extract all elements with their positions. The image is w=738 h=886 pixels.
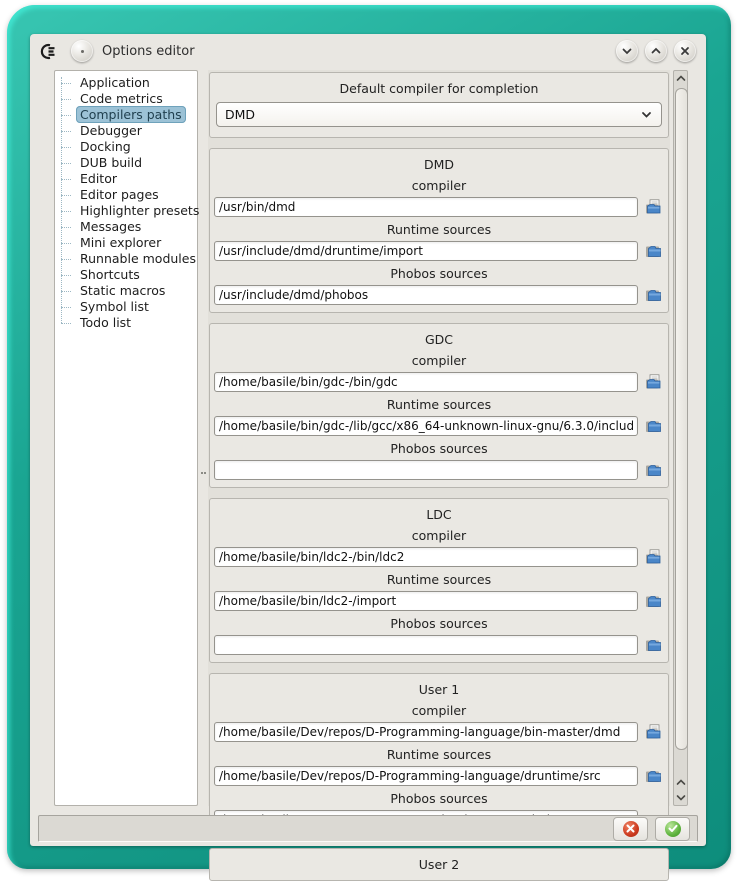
group-title: Default compiler for completion bbox=[339, 81, 539, 96]
group-title: DMD bbox=[423, 157, 455, 172]
open-file-icon bbox=[645, 549, 663, 565]
phobos-sources-row bbox=[214, 284, 664, 306]
folder-icon bbox=[645, 287, 663, 303]
runtime-sources-row bbox=[214, 415, 664, 437]
folder-icon bbox=[645, 768, 663, 784]
compiler-input[interactable] bbox=[214, 372, 638, 392]
sidebar-item-highlighter-presets[interactable] bbox=[55, 203, 200, 219]
close-icon bbox=[679, 45, 691, 57]
cancel-x-icon bbox=[623, 821, 639, 837]
cancel-button[interactable] bbox=[613, 817, 648, 841]
accept-check-icon bbox=[665, 821, 681, 837]
sidebar-item-label: Static macros bbox=[80, 283, 166, 298]
sidebar-item-label: Application bbox=[80, 75, 150, 90]
sidebar-item-symbol-list[interactable] bbox=[55, 299, 197, 315]
sidebar-item-editor[interactable] bbox=[55, 171, 197, 187]
maximize-button[interactable] bbox=[645, 40, 667, 62]
folder-icon bbox=[645, 593, 663, 609]
categories-panel bbox=[54, 70, 198, 806]
sidebar-item-label: Symbol list bbox=[80, 299, 149, 314]
compiler-input[interactable] bbox=[214, 547, 638, 567]
sidebar-item-label: Debugger bbox=[80, 123, 142, 138]
phobos-sources-row bbox=[214, 634, 664, 656]
sidebar-item-shortcuts[interactable] bbox=[55, 267, 197, 283]
phobos-sources-input[interactable] bbox=[214, 460, 638, 480]
sidebar-item-label: Highlighter presets bbox=[80, 203, 200, 218]
accept-button[interactable] bbox=[655, 817, 690, 841]
select-folder-button[interactable] bbox=[645, 637, 664, 654]
compiler-label: compiler bbox=[411, 703, 467, 718]
open-file-icon bbox=[645, 724, 663, 740]
chevron-down-icon bbox=[640, 108, 653, 121]
sidebar-item-application[interactable] bbox=[55, 75, 197, 91]
runtime-sources-row bbox=[214, 240, 664, 262]
sidebar-item-label: Todo list bbox=[80, 315, 132, 330]
sidebar-item-label: Runnable modules bbox=[80, 251, 196, 266]
runtime-sources-row bbox=[214, 590, 664, 612]
select-folder-button[interactable] bbox=[645, 768, 664, 785]
scrollbar-thumb[interactable] bbox=[675, 88, 688, 750]
scroll-down-button[interactable] bbox=[674, 790, 687, 805]
select-folder-button[interactable] bbox=[645, 287, 664, 304]
select-folder-button[interactable] bbox=[645, 462, 664, 479]
sidebar-item-label: Editor pages bbox=[80, 187, 159, 202]
select-file-button[interactable] bbox=[645, 549, 664, 566]
sidebar-item-dub-build[interactable] bbox=[55, 155, 197, 171]
sidebar-item-label: Mini explorer bbox=[80, 235, 162, 250]
menu-dot-icon bbox=[81, 50, 84, 53]
sidebar-item-code-metrics[interactable] bbox=[55, 91, 197, 107]
compiler-label: compiler bbox=[411, 178, 467, 193]
compiler-row bbox=[214, 371, 664, 393]
dialog-footer bbox=[38, 815, 698, 842]
sidebar-item-messages[interactable] bbox=[55, 219, 197, 235]
default-compiler-select[interactable] bbox=[216, 102, 662, 127]
runtime-sources-input[interactable] bbox=[214, 241, 638, 261]
compiler-row bbox=[214, 546, 664, 568]
runtime-sources-input[interactable] bbox=[214, 766, 638, 786]
folder-icon bbox=[645, 243, 663, 259]
chevron-up-icon bbox=[650, 45, 662, 57]
splitter-handle[interactable] bbox=[199, 70, 207, 806]
compiler-input[interactable] bbox=[214, 197, 638, 217]
runtime-sources-row bbox=[214, 765, 664, 787]
runtime-sources-label: Runtime sources bbox=[386, 747, 492, 762]
select-folder-button[interactable] bbox=[645, 243, 664, 260]
sidebar-item-static-macros[interactable] bbox=[55, 283, 197, 299]
select-folder-button[interactable] bbox=[645, 418, 664, 435]
scroll-up-button-bottom[interactable] bbox=[674, 775, 687, 790]
phobos-sources-label: Phobos sources bbox=[390, 266, 488, 281]
options-scrollarea bbox=[208, 70, 670, 872]
sidebar-item-docking[interactable] bbox=[55, 139, 197, 155]
select-folder-button[interactable] bbox=[645, 593, 664, 610]
sidebar-item-label: Code metrics bbox=[80, 91, 163, 106]
options-editor-window bbox=[30, 34, 706, 872]
group-title: User 1 bbox=[418, 682, 460, 697]
close-button[interactable] bbox=[674, 40, 696, 62]
sidebar-item-debugger[interactable] bbox=[55, 123, 197, 139]
phobos-sources-label: Phobos sources bbox=[390, 441, 488, 456]
group-title: User 2 bbox=[418, 857, 460, 872]
phobos-sources-row bbox=[214, 459, 664, 481]
runtime-sources-label: Runtime sources bbox=[386, 222, 492, 237]
sidebar-item-label: Editor bbox=[80, 171, 117, 186]
sidebar-item-todo-list[interactable] bbox=[55, 315, 197, 331]
group-user-2 bbox=[209, 848, 669, 881]
select-file-button[interactable] bbox=[645, 199, 664, 216]
runtime-sources-label: Runtime sources bbox=[386, 572, 492, 587]
sidebar-item-label: Docking bbox=[80, 139, 131, 154]
compiler-input[interactable] bbox=[214, 722, 638, 742]
compiler-groups bbox=[208, 70, 670, 881]
group-gdc bbox=[209, 323, 669, 488]
sidebar-item-label: Shortcuts bbox=[80, 267, 140, 282]
vertical-scrollbar[interactable] bbox=[673, 70, 688, 806]
phobos-sources-input[interactable] bbox=[214, 285, 638, 305]
coedit-logo-icon bbox=[40, 42, 62, 60]
compiler-row bbox=[214, 721, 664, 743]
selected-compiler-value: DMD bbox=[225, 107, 256, 122]
group-title: LDC bbox=[426, 507, 452, 522]
chevron-up-icon bbox=[676, 778, 686, 787]
sidebar-item-label: DUB build bbox=[80, 155, 143, 170]
compiler-label: compiler bbox=[411, 353, 467, 368]
runtime-sources-input[interactable] bbox=[214, 591, 638, 611]
phobos-sources-input[interactable] bbox=[214, 635, 638, 655]
window-title: Options editor bbox=[102, 43, 195, 59]
window-controls bbox=[616, 40, 696, 62]
group-user-1 bbox=[209, 673, 669, 838]
chevron-down-icon bbox=[621, 45, 633, 57]
chevron-down-icon bbox=[676, 793, 686, 802]
group-default-compiler bbox=[209, 72, 669, 138]
open-file-icon bbox=[645, 199, 663, 215]
shade-button[interactable] bbox=[616, 40, 638, 62]
sidebar-item-runnable-modules[interactable] bbox=[55, 251, 197, 267]
phobos-sources-label: Phobos sources bbox=[390, 791, 488, 806]
folder-icon bbox=[645, 418, 663, 434]
sidebar-item-label: Messages bbox=[80, 219, 142, 234]
compiler-label: compiler bbox=[411, 528, 467, 543]
scroll-up-button[interactable] bbox=[674, 71, 687, 86]
folder-icon bbox=[645, 637, 663, 653]
phobos-sources-label: Phobos sources bbox=[390, 616, 488, 631]
titlebar[interactable] bbox=[30, 34, 706, 68]
compiler-row bbox=[214, 196, 664, 218]
runtime-sources-label: Runtime sources bbox=[386, 397, 492, 412]
sidebar-item-mini-explorer[interactable] bbox=[55, 235, 197, 251]
group-dmd bbox=[209, 148, 669, 313]
runtime-sources-input[interactable] bbox=[214, 416, 638, 436]
sidebar-item-label: Compilers paths bbox=[76, 106, 186, 123]
select-file-button[interactable] bbox=[645, 374, 664, 391]
folder-icon bbox=[645, 462, 663, 478]
sidebar-tree bbox=[55, 71, 200, 331]
window-menu-button[interactable] bbox=[71, 40, 93, 62]
group-title: GDC bbox=[424, 332, 454, 347]
chevron-up-icon bbox=[676, 74, 686, 83]
select-file-button[interactable] bbox=[645, 724, 664, 741]
open-file-icon bbox=[645, 374, 663, 390]
group-ldc bbox=[209, 498, 669, 663]
sidebar-item-compilers-paths[interactable] bbox=[55, 107, 197, 123]
sidebar-item-editor-pages[interactable] bbox=[55, 187, 197, 203]
